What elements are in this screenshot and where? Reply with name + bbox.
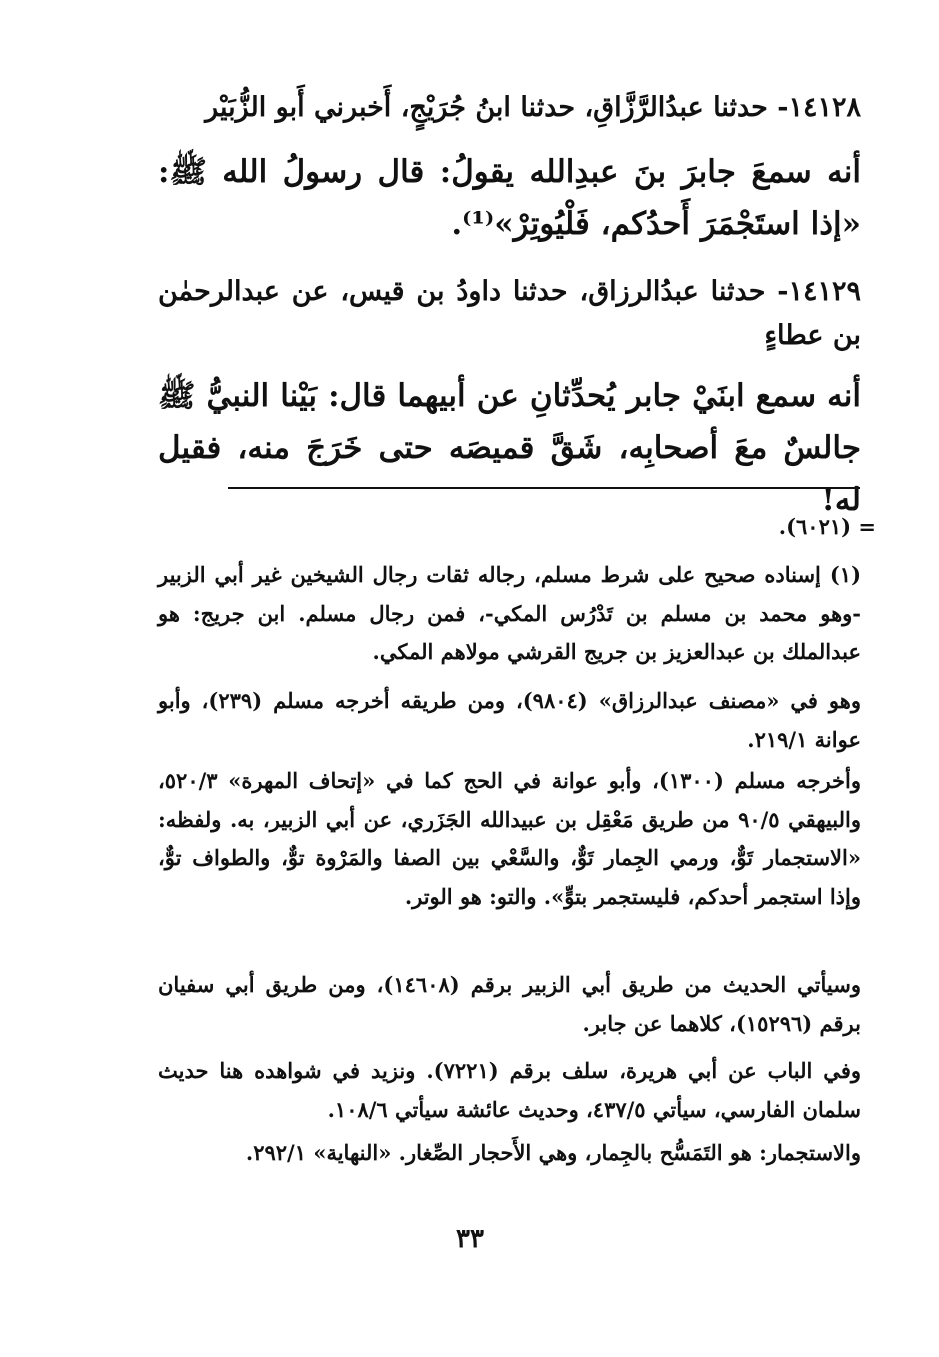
hadith-14129-matn: أنه سمع ابنَيْ جابر يُحدِّثانِ عن أبيهما قال: بَيْنا النبيُّ ﷺ جالسٌ معَ أصحابِه، شَقَّ قميصَه حتى خَرَجَ منه، فقيل له!: [158, 378, 861, 518]
footnote-separator: [228, 487, 860, 489]
hadith-14128-matn: أنه سمعَ جابرَ بنَ عبدِالله يقولُ: قال رسولُ الله ﷺ: «إذا استَجْمَرَ أَحدُكم، فَلْيُوتِرْ»⁽¹⁾.: [158, 154, 861, 242]
hadith-14129-isnad: ١٤١٢٩- حدثنا عبدُالرزاق، حدثنا داودُ بن قيس، عن عبدالرحمٰن بن عطاءٍ: [158, 276, 861, 351]
footnote-1-paragraph-1: (١) إسناده صحيح على شرط مسلم، رجاله ثقات رجال الشيخين غير أبي الزبير -وهو محمد بن مسلم بن تَدْرُس المكي-، فمن رجال مسلم. ابن جريج: هو عبدالملك بن عبدالعزيز بن جريج القرشي مولاهم المكي.: [158, 562, 861, 664]
footnote-1-paragraph-6: والاستجمار: هو التَمَسُّح بالجِمار، وهي الأَحجار الصِّغار. «النهاية» ٢٩٢/١.: [245, 1140, 861, 1165]
footnote-1-paragraph-3: وأخرجه مسلم (١٣٠٠)، وأبو عوانة في الحج كما في «إتحاف المهرة» ٥٢٠/٣، والبيهقي ٩٠/٥ من طريق مَعْقِل بن عبيدالله الجَزَري، عن أبي الزبير، به. ولفظه: «الاستجمار تَوٌّ، ورمي الجِمار تَوٌّ، والسَّعْي بين الصفا والمَرْوة توٌّ، والطواف توٌّ، وإذا استجمر أحدكم، فليستجمر بتوٍّ». والتو: هو الوتر.: [158, 768, 861, 909]
hadith-14128-isnad: ١٤١٢٨- حدثنا عبدُالرَّزَّاقِ، حدثنا ابنُ جُرَيْجٍ، أَخبرني أَبو الزُّبَيْر: [205, 92, 861, 123]
footnote-1-paragraph-5: وفي الباب عن أبي هريرة، سلف برقم (٧٢٢١). ونزيد في شواهده هنا حديث سلمان الفارسي، سيأتي ٤٣٧/٥، وحديث عائشة سيأتي ١٠٨/٦.: [158, 1058, 861, 1122]
footnote-1-paragraph-2: وهو في «مصنف عبدالرزاق» (٩٨٠٤)، ومن طريقه أخرجه مسلم (٢٣٩)، وأبو عوانة ٢١٩/١.: [158, 688, 861, 752]
footnote-1-paragraph-4: وسيأتي الحديث من طريق أبي الزبير برقم (١٤٦٠٨)، ومن طريق أبي سفيان برقم (١٥٢٩٦)، كلاهما عن جابر.: [158, 972, 861, 1036]
footnote-continuation: = (٦٠٢١).: [778, 514, 876, 539]
page-number: ٣٣: [456, 1224, 484, 1254]
